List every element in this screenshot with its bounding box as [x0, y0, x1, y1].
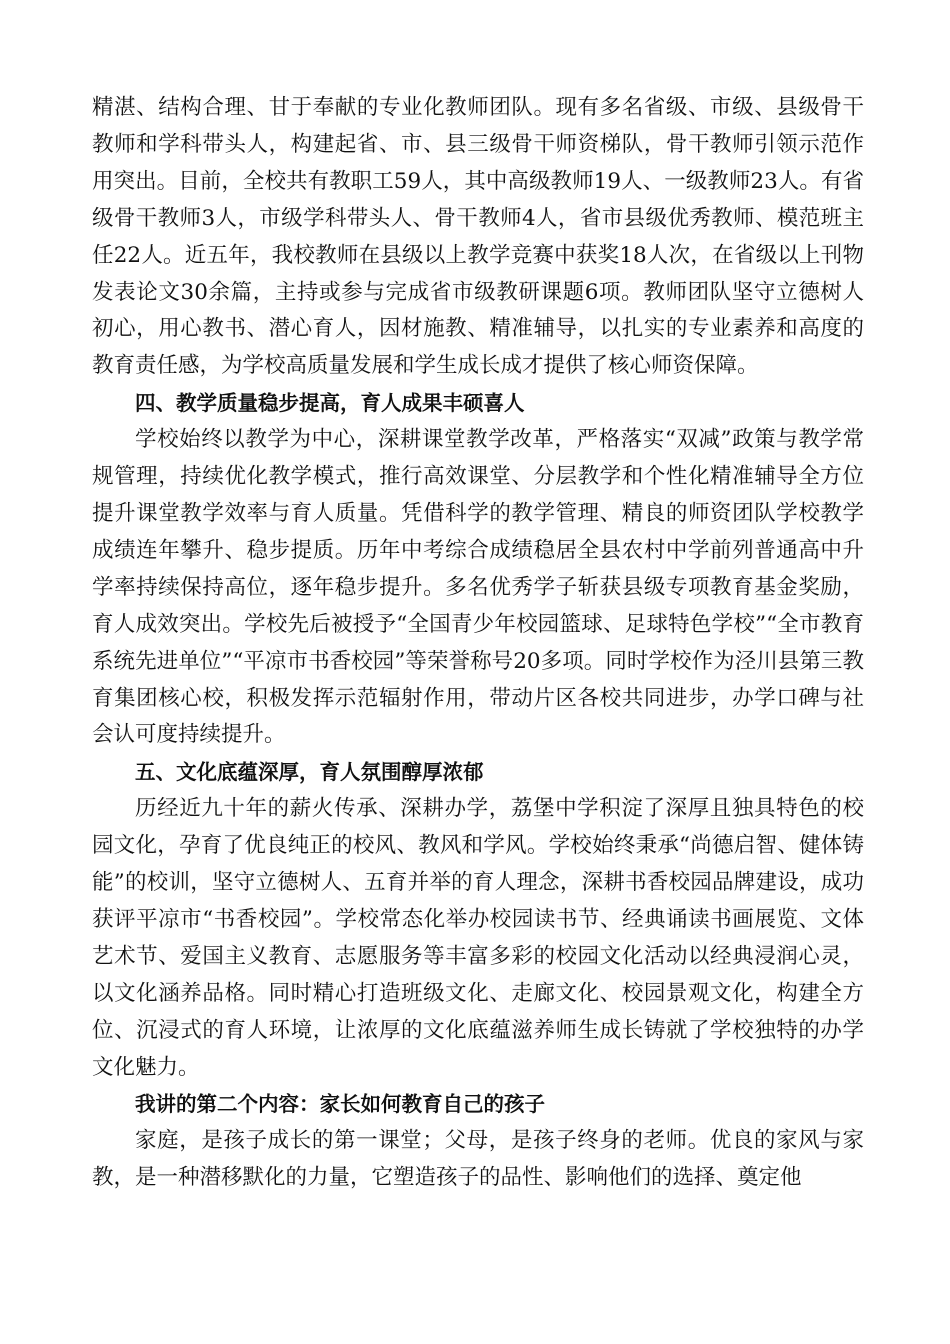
paragraph-parenting: 家庭，是孩子成长的第一课堂；父母，是孩子终身的老师。优良的家风与家教，是一种潜移默化的力量，它塑造孩子的品性、影响他们的选择、奠定他: [92, 1128, 864, 1191]
section-heading-teaching-quality: 四、教学质量稳步提高，育人成果丰硕喜人: [135, 391, 525, 416]
section-heading-culture: 五、文化底蕴深厚，育人氛围醇厚浓郁: [135, 760, 484, 785]
section-heading-parenting: 我讲的第二个内容：家长如何教育自己的孩子: [135, 1092, 545, 1117]
paragraph-teacher-team: 精湛、结构合理、甘于奉献的专业化教师团队。现有多名省级、市级、县级骨干教师和学科带头人，构建起省、市、县三级骨干师资梯队，骨干教师引领示范作用突出。目前，全校共有教职工59人，其中高级教师19人、一级教师23人。有省级骨干教师3人，市级学科带头人、骨干教师4人，省市县级优秀教师、模范班主任22人。近五年，我校教师在县级以上教学竞赛中获奖18人次，在省级以上刊物发表论文30余篇，主持或参与完成省市级教研课题6项。教师团队坚守立德树人初心，用心教书、潜心育人，因材施教、精准辅导，以扎实的专业素养和高度的教育责任感，为学校高质量发展和学生成长成才提供了核心师资保障。: [92, 95, 864, 379]
document-page: [92, 90, 864, 1197]
paragraph-culture: 历经近九十年的薪火传承、深耕办学，荔堡中学积淀了深厚且独具特色的校园文化，孕育了优良纯正的校风、教风和学风。学校始终秉承“尚德启智、健体铸能”的校训，坚守立德树人、五育并举的育人理念，深耕书香校园品牌建设，成功获评平凉市“书香校园”。学校常态化举办校园读书节、经典诵读书画展览、文体艺术节、爱国主义教育、志愿服务等丰富多彩的校园文化活动以经典浸润心灵，以文化涵养品格。同时精心打造班级文化、走廊文化、校园景观文化，构建全方位、沉浸式的育人环境，让浓厚的文化底蕴滋养师生成长铸就了学校独特的办学文化魅力。: [92, 796, 864, 1080]
paragraph-teaching-quality: 学校始终以教学为中心，深耕课堂教学改革，严格落实“双减”政策与教学常规管理，持续优化教学模式，推行高效课堂、分层教学和个性化精准辅导全方位提升课堂教学效率与育人质量。凭借科学的教学管理、精良的师资团队学校教学成绩连年攀升、稳步提质。历年中考综合成绩稳居全县农村中学前列普通高中升学率持续保持高位，逐年稳步提升。多名优秀学子斩获县级专项教育基金奖励，育人成效突出。学校先后被授予“全国青少年校园篮球、足球特色学校”“全市教育系统先进单位”“平凉市书香校园”等荣誉称号20多项。同时学校作为泾川县第三教育集团核心校，积极发挥示范辐射作用，带动片区各校共同进步，办学口碑与社会认可度持续提升。: [92, 427, 864, 748]
